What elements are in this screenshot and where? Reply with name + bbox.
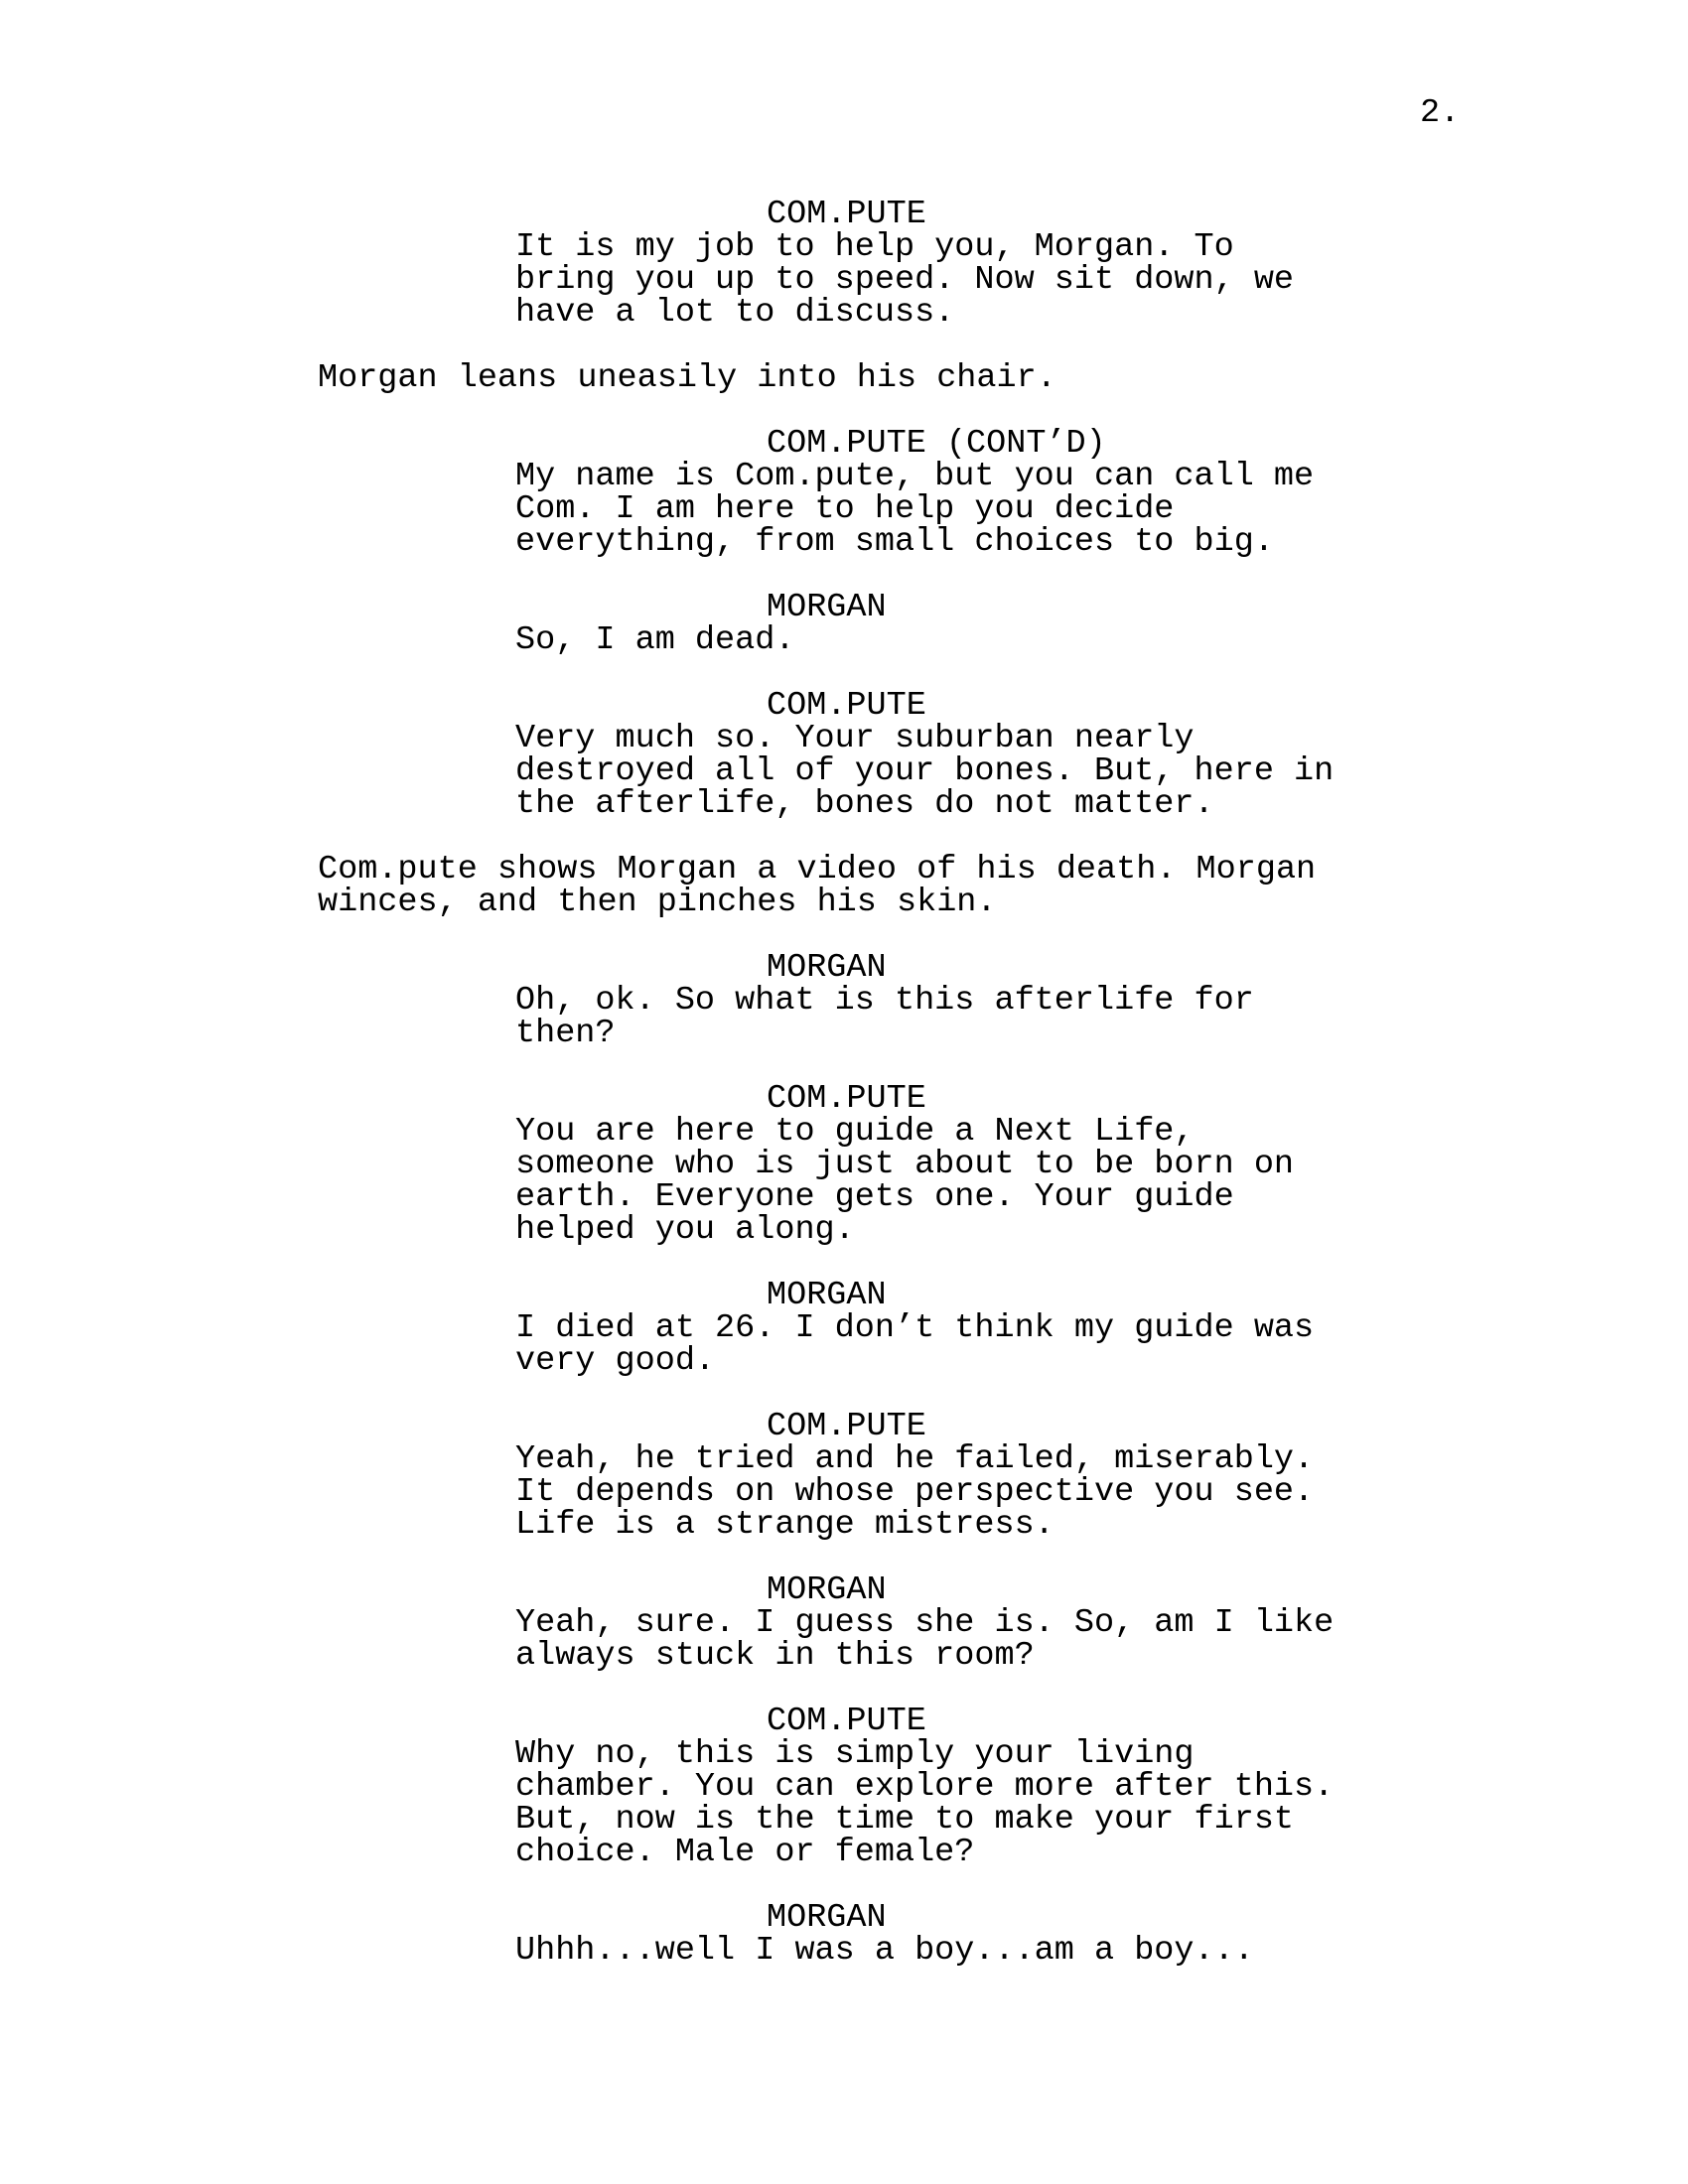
blank-line (0, 919, 1688, 952)
script-line: COM.PUTE (767, 196, 926, 233)
character-cue (767, 196, 1688, 233)
dialogue-block (515, 1113, 1688, 1249)
character-cue (767, 589, 1688, 626)
dialogue-block (515, 621, 1688, 659)
action-line (318, 359, 1688, 397)
dialogue-block (515, 1932, 1688, 1970)
character-cue (767, 949, 1688, 987)
script-line: someone who is just about to be born on (515, 1146, 1295, 1183)
script-line: MORGAN (767, 949, 887, 987)
script-line: You are here to guide a Next Life, (515, 1113, 1195, 1151)
script-line: MORGAN (767, 1899, 887, 1937)
character-cue (767, 1277, 1688, 1314)
character-cue (767, 1080, 1688, 1118)
dialogue-block (515, 458, 1688, 561)
dialogue-block (515, 1604, 1688, 1675)
script-line: Life is a strange mistress. (515, 1506, 1055, 1544)
dialogue-block (515, 1309, 1688, 1380)
dialogue-block (515, 720, 1688, 823)
script-line: Com. I am here to help you decide (515, 490, 1175, 528)
character-cue (767, 1703, 1688, 1740)
script-line: everything, from small choices to big. (515, 523, 1274, 561)
script-line: My name is Com.pute, but you can call me (515, 458, 1315, 495)
script-line: then? (515, 1015, 616, 1052)
script-line: always stuck in this room? (515, 1637, 1035, 1675)
script-line: Morgan leans uneasily into his chair. (318, 359, 1056, 397)
script-line: MORGAN (767, 1571, 887, 1609)
blank-line (0, 395, 1688, 428)
page-number: 2. (1420, 94, 1461, 132)
blank-line (0, 1869, 1688, 1902)
script-line: Oh, ok. So what is this afterlife for (515, 982, 1254, 1020)
script-line: the afterlife, bones do not matter. (515, 785, 1214, 823)
blank-line (0, 821, 1688, 854)
script-line: Why no, this is simply your living (515, 1735, 1195, 1773)
script-line: have a lot to discuss. (515, 294, 955, 332)
blank-line (0, 1247, 1688, 1280)
blank-line (0, 1378, 1688, 1411)
script-line: winces, and then pinches his skin. (318, 884, 997, 921)
character-cue (767, 1571, 1688, 1609)
character-cue (767, 425, 1688, 463)
script-line: I died at 26. I don’t think my guide was (515, 1309, 1315, 1347)
script-line: Very much so. Your suburban nearly (515, 720, 1195, 757)
dialogue-block (515, 1735, 1688, 1871)
script-line: bring you up to speed. Now sit down, we (515, 261, 1295, 299)
blank-line (0, 1050, 1688, 1083)
blank-line (0, 1673, 1688, 1706)
script-line: helped you along. (515, 1211, 855, 1249)
character-cue (767, 1899, 1688, 1937)
script-line: earth. Everyone gets one. Your guide (515, 1178, 1234, 1216)
blank-line (0, 657, 1688, 690)
blank-line (0, 559, 1688, 592)
script-line: Com.pute shows Morgan a video of his death. Morgan (318, 851, 1317, 888)
script-line: Yeah, sure. I guess she is. So, am I like (515, 1604, 1335, 1642)
script-line: destroyed all of your bones. But, here in (515, 752, 1335, 790)
blank-line (0, 330, 1688, 362)
script-line: But, now is the time to make your first (515, 1801, 1295, 1839)
script-line: chamber. You can explore more after this. (515, 1768, 1335, 1806)
script-line: very good. (515, 1342, 716, 1380)
action-line (318, 851, 1688, 921)
blank-line (0, 1542, 1688, 1574)
script-line: COM.PUTE (767, 687, 926, 725)
script-line: Yeah, he tried and he failed, miserably. (515, 1440, 1315, 1478)
script-line: choice. Male or female? (515, 1834, 975, 1871)
character-cue (767, 687, 1688, 725)
script-line: COM.PUTE (767, 1408, 926, 1445)
script-line: Uhhh...well I was a boy...am a boy... (515, 1932, 1254, 1970)
dialogue-block (515, 228, 1688, 332)
dialogue-block (515, 982, 1688, 1052)
script-line: MORGAN (767, 1277, 887, 1314)
script-line: MORGAN (767, 589, 887, 626)
script-line: It is my job to help you, Morgan. To (515, 228, 1234, 266)
screenplay-body (0, 196, 1688, 1970)
script-line: So, I am dead. (515, 621, 795, 659)
dialogue-block (515, 1440, 1688, 1544)
character-cue (767, 1408, 1688, 1445)
script-line: COM.PUTE (767, 1080, 926, 1118)
script-line: COM.PUTE (CONT’D) (767, 425, 1106, 463)
script-line: COM.PUTE (767, 1703, 926, 1740)
script-line: It depends on whose perspective you see. (515, 1473, 1315, 1511)
